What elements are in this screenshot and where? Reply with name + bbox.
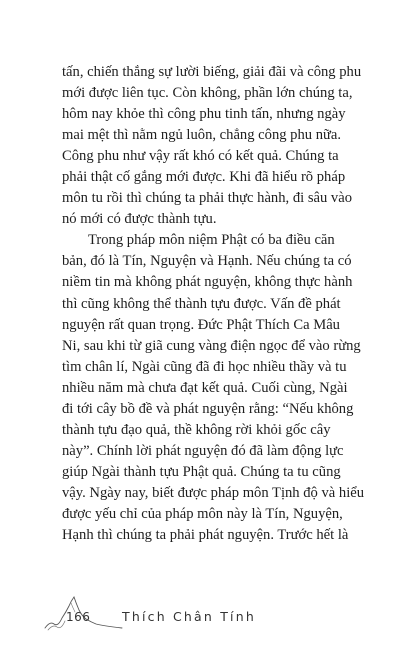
text-line: nó mới có được thành tựu.	[62, 211, 217, 228]
text-line: thành tựu đạo quả, thề không rời khỏi gốc cây	[62, 421, 331, 438]
text-line: giúp Ngài thành tựu Phật quả. Chúng ta tu cũng	[62, 463, 341, 480]
text-line: môn tu rồi thì chúng ta phải thực hành, đi sâu vào	[62, 190, 353, 207]
text-line: mai mệt thì nằm ngủ luôn, chẳng công phu nữa.	[62, 127, 342, 144]
paragraph-2	[62, 230, 372, 546]
paragraph-1	[62, 62, 372, 230]
page-footer	[44, 588, 284, 632]
text-line: Công phu như vậy rất khó có kết quả. Chúng ta	[62, 148, 339, 165]
text-line: niềm tin mà không phát nguyện, không thực hành	[62, 274, 353, 291]
text-line: tấn, chiến thắng sự lười biếng, giải đãi và công phu	[62, 64, 362, 80]
text-line: này”. Chính lời phát nguyện đó đã làm động lực	[62, 442, 344, 459]
body-text	[62, 62, 372, 546]
text-line: nhiều năm mà chưa đạt kết quả. Cuối cùng, Ngài	[62, 379, 348, 396]
text-line: vậy. Ngày nay, biết được pháp môn Tịnh độ và hiểu	[62, 484, 365, 501]
text-line: mới được liên tục. Còn không, phần lớn chúng ta,	[62, 85, 353, 102]
text-line: Ni, sau khi từ giã cung vàng điện ngọc để vào rừng	[62, 337, 361, 354]
text-line: hôm nay khỏe thì công phu tinh tấn, nhưng ngày	[62, 106, 346, 123]
text-line: tìm chân lí, Ngài cũng đã đi học nhiều thầy và tu	[62, 358, 347, 375]
text-line: Trong pháp môn niệm Phật có ba điều căn	[88, 232, 335, 249]
text-line: Hạnh thì chúng ta phải phát nguyện. Trước hết là	[62, 527, 349, 544]
author-name: Thích Chân Tính	[122, 609, 256, 624]
text-line: thì cũng không thể thành tựu được. Vấn đề phát	[62, 295, 341, 312]
text-line: nguyện rất quan trọng. Đức Phật Thích Ca Mâu	[62, 316, 340, 333]
text-line: phải thật cố gắng mới được. Khi đã hiểu rõ pháp	[62, 169, 346, 186]
page-number: 166	[66, 610, 91, 624]
text-line: được yếu chỉ của pháp môn này là Tín, Nguyện,	[62, 505, 343, 522]
text-line: đi tới cây bồ đề và phát nguyện rằng: “Nếu không	[62, 400, 354, 417]
text-line: bản, đó là Tín, Nguyện và Hạnh. Nếu chúng ta có	[62, 253, 352, 270]
